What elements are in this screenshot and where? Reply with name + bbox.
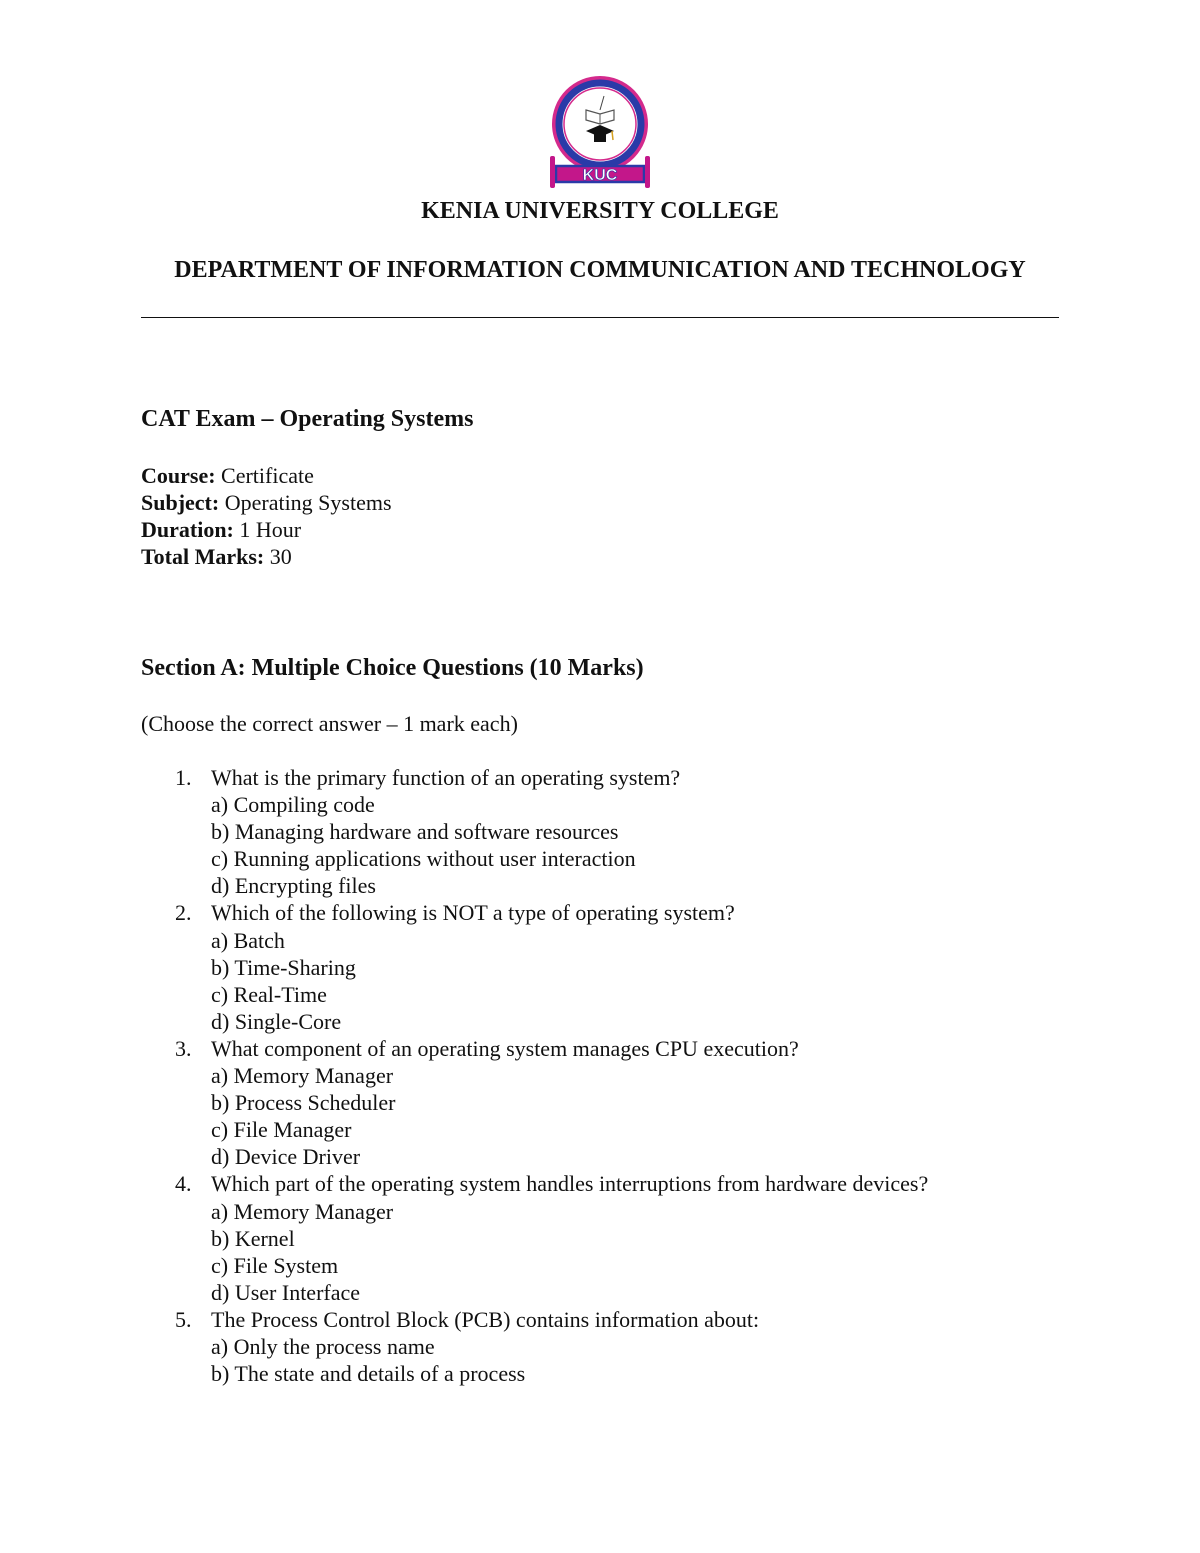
meta-total-marks: Total Marks: 30 bbox=[141, 544, 292, 569]
question-text: Which of the following is NOT a type of operating system? bbox=[211, 900, 735, 926]
meta-subject: Subject: Operating Systems bbox=[141, 490, 392, 515]
option: d) User Interface bbox=[211, 1279, 361, 1305]
department-name: DEPARTMENT OF INFORMATION COMMUNICATION AND TECHNOLOGY bbox=[174, 257, 1026, 283]
option: a) Memory Manager bbox=[211, 1198, 394, 1224]
header-divider bbox=[141, 317, 1059, 318]
question-number: 2. bbox=[175, 900, 192, 926]
section-a-instruction: (Choose the correct answer – 1 mark each) bbox=[141, 711, 518, 736]
option: c) File System bbox=[211, 1252, 339, 1278]
option: b) The state and details of a process bbox=[211, 1361, 526, 1387]
question-list bbox=[141, 764, 1061, 1387]
exam-meta bbox=[141, 462, 392, 570]
section-a-title: Section A: Multiple Choice Questions (10 Marks) bbox=[141, 655, 644, 681]
meta-duration: Duration: 1 Hour bbox=[141, 517, 302, 542]
question-text: The Process Control Block (PCB) contains information about: bbox=[211, 1306, 760, 1332]
question-item bbox=[141, 1306, 1061, 1387]
college-logo bbox=[546, 74, 654, 196]
question-number: 5. bbox=[175, 1306, 192, 1332]
question-item bbox=[141, 764, 1061, 899]
option: b) Process Scheduler bbox=[211, 1090, 396, 1116]
option: a) Only the process name bbox=[211, 1333, 435, 1359]
meta-course: Course: Certificate bbox=[141, 463, 314, 488]
option: a) Memory Manager bbox=[211, 1063, 394, 1089]
option: d) Single-Core bbox=[211, 1008, 342, 1034]
option: c) Real-Time bbox=[211, 981, 327, 1007]
question-number: 4. bbox=[175, 1171, 192, 1197]
college-name: KENIA UNIVERSITY COLLEGE bbox=[421, 198, 779, 224]
option: b) Managing hardware and software resources bbox=[211, 819, 619, 845]
option: a) Compiling code bbox=[211, 792, 375, 818]
option: b) Time-Sharing bbox=[211, 954, 356, 980]
question-item bbox=[141, 899, 1061, 1034]
option: c) File Manager bbox=[211, 1117, 352, 1143]
option: c) Running applications without user interaction bbox=[211, 846, 636, 872]
question-number: 3. bbox=[175, 1035, 192, 1061]
logo-text: KUC bbox=[582, 167, 618, 184]
option: d) Encrypting files bbox=[211, 873, 376, 899]
option: d) Device Driver bbox=[211, 1144, 361, 1170]
question-text: What is the primary function of an operating system? bbox=[211, 765, 681, 790]
question-text: What component of an operating system manages CPU execution? bbox=[211, 1035, 799, 1061]
question-item bbox=[141, 1170, 1061, 1305]
option: b) Kernel bbox=[211, 1225, 295, 1251]
option: a) Batch bbox=[211, 927, 285, 953]
exam-title: CAT Exam – Operating Systems bbox=[141, 406, 474, 432]
question-number: 1. bbox=[175, 765, 192, 790]
question-text: Which part of the operating system handles interruptions from hardware devices? bbox=[211, 1171, 929, 1197]
question-item bbox=[141, 1035, 1061, 1170]
